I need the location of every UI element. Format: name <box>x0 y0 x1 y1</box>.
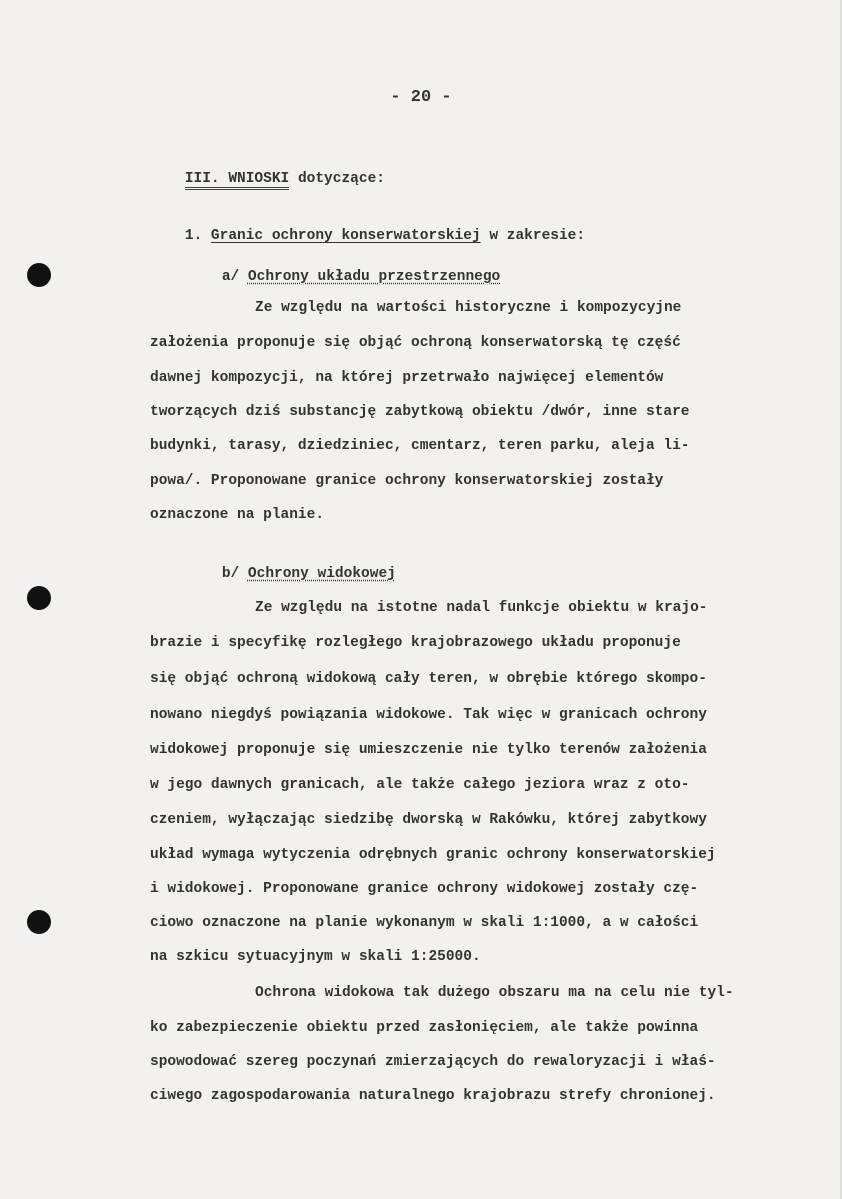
text-line: Ze względu na wartości historyczne i kompozycyjne <box>255 300 682 316</box>
section-1-heading: 1. Granic ochrony konserwatorskiej w zakresie: <box>184 228 586 244</box>
text-line: widokowej proponuje się umieszczenie nie tylko terenów założenia <box>150 742 707 758</box>
subsection-b-heading: b/ Ochrony widokowej <box>221 566 396 582</box>
subsection-a-title: Ochrony układu przestrzennego <box>247 269 501 285</box>
text-line: oznaczone na planie. <box>150 507 325 523</box>
text-line: budynki, tarasy, dziedziniec, cmentarz, teren parku, aleja li- <box>150 438 690 454</box>
punch-hole <box>27 586 51 610</box>
punch-hole <box>27 910 51 934</box>
text-line: Ze względu na istotne nadal funkcje obiektu w krajo- <box>255 600 708 616</box>
text-line: czeniem, wyłączając siedzibę dworską w Rakówku, której zabytkowy <box>150 812 707 828</box>
subsection-b-title: Ochrony widokowej <box>247 566 396 582</box>
text-line: ko zabezpieczenie obiektu przed zasłonięciem, ale także powinna <box>150 1020 699 1036</box>
text-line: się objąć ochroną widokową cały teren, w obrębie którego skompo- <box>150 671 707 687</box>
text-line: spowodować szereg poczynań zmierzających do rewaloryzacji i właś- <box>150 1054 716 1070</box>
text-line: powa/. Proponowane granice ochrony konserwatorskiej zostały <box>150 473 664 489</box>
text-line: ciwego zagospodarowania naturalnego krajobrazu strefy chronionej. <box>150 1088 716 1104</box>
text-line: brazie i specyfikę rozległego krajobrazowego układu proponuje <box>150 635 681 651</box>
text-line: Ochrona widokowa tak dużego obszaru ma na celu nie tyl- <box>255 985 734 1001</box>
text-line: nowano niegdyś powiązania widokowe. Tak więc w granicach ochrony <box>150 707 707 723</box>
text-line: i widokowej. Proponowane granice ochrony widokowej zostały czę- <box>150 881 699 897</box>
heading-number-keyword: III. WNIOSKI <box>185 171 289 190</box>
text-line: założenia proponuje się objąć ochroną konserwatorską tę część <box>150 335 681 351</box>
section-heading <box>150 152 385 206</box>
text-line: tworzących dziś substancję zabytkową obiektu /dwór, inne stare <box>150 404 690 420</box>
page-number: - 20 - <box>390 88 452 107</box>
heading-rest: dotyczące: <box>289 171 385 187</box>
text-line: układ wymaga wytyczenia odrębnych granic ochrony konserwatorskiej <box>150 847 716 863</box>
text-line: dawnej kompozycji, na której przetrwało najwięcej elementów <box>150 370 664 386</box>
subsection-a-heading: a/ Ochrony układu przestrzennego <box>221 269 501 285</box>
section-1-title: Granic ochrony konserwatorskiej <box>210 228 481 244</box>
text-line: na szkicu sytuacyjnym w skali 1:25000. <box>150 949 481 965</box>
text-line: w jego dawnych granicach, ale także całego jeziora wraz z oto- <box>150 777 690 793</box>
punch-hole <box>27 263 51 287</box>
text-line: ciowo oznaczone na planie wykonanym w skali 1:1000, a w całości <box>150 915 699 931</box>
